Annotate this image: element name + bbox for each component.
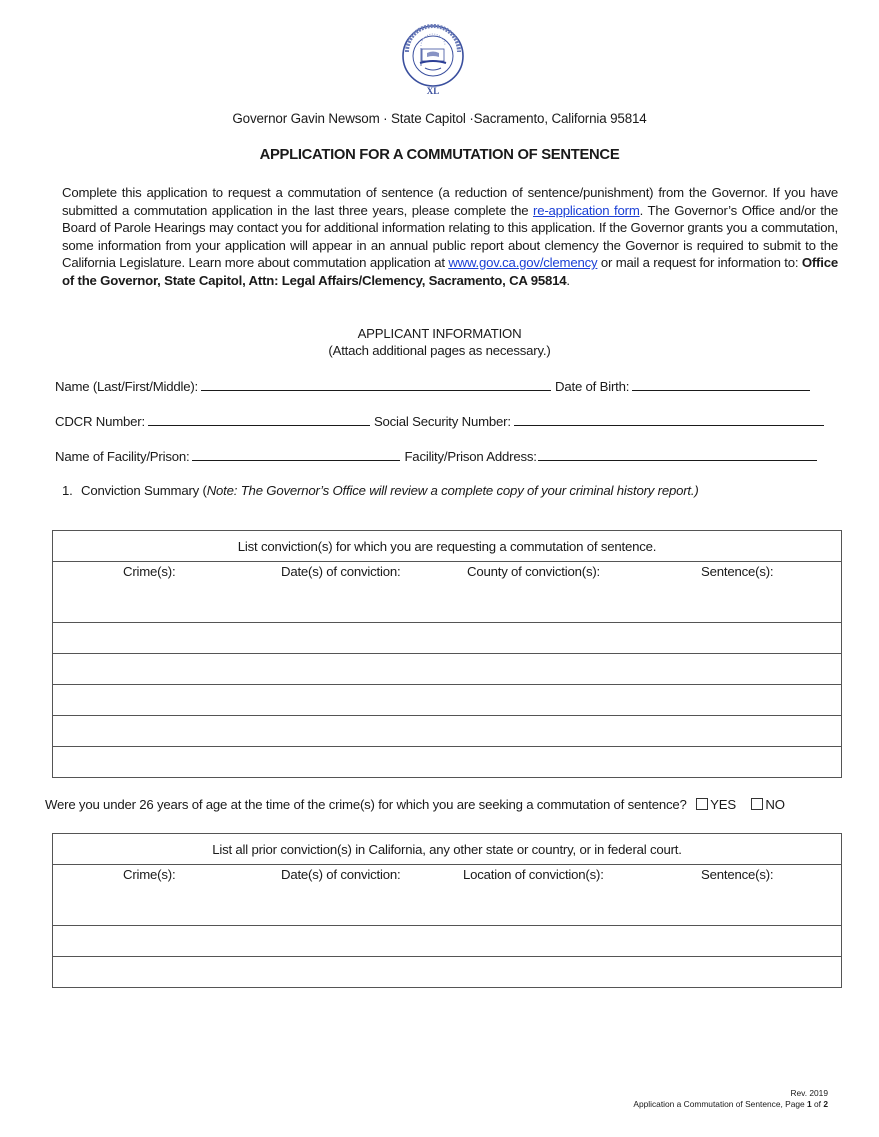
col-sentences: Sentence(s): <box>701 564 774 579</box>
seal-caption: XL <box>426 86 440 96</box>
current-convictions-table <box>52 530 842 778</box>
age-question <box>45 797 785 812</box>
current-table-header-cell[interactable] <box>53 562 842 623</box>
conviction-summary-note: Note: The Governor’s Office will review a complete copy of your criminal history report.) <box>206 483 699 498</box>
clemency-website-link[interactable]: www.gov.ca.gov/clemency <box>448 255 598 270</box>
facility-row <box>55 448 831 464</box>
conviction-summary-heading <box>62 483 699 498</box>
intro-text-2: . The Governor’s Office and/or the Board of Parole Hearings may contact you for additional information relating to this application. If the Governor grants you a commutation, some information from your application will appear in an annual public report about clemency the Governor is required to submit to the California Legislature. Learn more about commutation application at <box>62 202 838 270</box>
current-page: 1 <box>807 1098 812 1109</box>
name-field[interactable] <box>201 378 551 391</box>
intro-text-1: Complete this application to request a commutation of sentence (a reduction of sentence/punishment) from the Governor. If you have submitted a commutation application in the last three years, please complete the <box>62 185 838 218</box>
age-question-text: Were you under 26 years of age at the time of the crime(s) for which you are seeking a commutation of sentence? <box>45 797 687 812</box>
table-row[interactable] <box>53 747 842 778</box>
total-pages: 2 <box>823 1098 828 1109</box>
table-row[interactable] <box>53 957 842 988</box>
section-number: 1. <box>62 483 73 498</box>
no-checkbox[interactable] <box>751 798 763 810</box>
reapplication-form-link[interactable]: re-application form <box>533 202 640 218</box>
table-row[interactable] <box>53 623 842 654</box>
no-label: NO <box>765 797 785 812</box>
mailing-address: Office of the Governor, State Capitol, Attn: Legal Affairs/Clemency, Sacramento, CA 95814 <box>62 255 838 288</box>
ssn-field[interactable] <box>514 413 824 426</box>
page-of: of <box>811 1098 824 1109</box>
col-dates: Date(s) of conviction: <box>281 564 401 579</box>
yes-option[interactable] <box>696 797 736 812</box>
dob-field[interactable] <box>632 378 810 391</box>
prior-convictions-table <box>52 833 842 988</box>
prior-table-header-cell[interactable] <box>53 865 842 926</box>
no-option[interactable] <box>751 797 784 812</box>
applicant-info-subheading: (Attach additional pages as necessary.) <box>328 343 551 358</box>
intro-text-3: or mail a request for information to: <box>597 255 802 270</box>
facility-name-field[interactable] <box>192 448 400 461</box>
col-crimes: Crime(s): <box>123 867 176 882</box>
ssn-label: Social Security Number: <box>373 414 511 429</box>
table-row[interactable] <box>53 654 842 685</box>
col-crimes: Crime(s): <box>123 564 176 579</box>
page-title: APPLICATION FOR A COMMUTATION OF SENTENCE <box>259 147 620 163</box>
governor-seal-icon <box>401 22 465 98</box>
governor-address: Governor Gavin Newsom · State Capitol ·Sacramento, California 95814 <box>232 111 647 126</box>
facility-name-label: Name of Facility/Prison: <box>55 449 190 464</box>
name-dob-row <box>55 378 831 394</box>
col-county: County of conviction(s): <box>467 564 600 579</box>
cdcr-label: CDCR Number: <box>55 414 145 429</box>
table-row[interactable] <box>53 926 842 957</box>
table-row[interactable] <box>53 685 842 716</box>
intro-paragraph <box>62 184 838 289</box>
name-label: Name (Last/First/Middle): <box>55 379 199 394</box>
current-table-caption: List conviction(s) for which you are requesting a commutation of sentence. <box>53 531 842 562</box>
col-dates: Date(s) of conviction: <box>281 867 401 882</box>
table-row[interactable] <box>53 716 842 747</box>
revision-label: Rev. 2019 <box>790 1088 828 1098</box>
applicant-info-heading: APPLICANT INFORMATION <box>357 326 522 341</box>
col-sentences: Sentence(s): <box>701 867 774 882</box>
yes-checkbox[interactable] <box>696 798 708 810</box>
prior-table-caption: List all prior conviction(s) in California, any other state or country, or in federal court. <box>53 834 842 865</box>
cdcr-field[interactable] <box>148 413 370 426</box>
page-footer <box>633 1088 828 1109</box>
facility-address-label: Facility/Prison Address: <box>404 449 537 464</box>
intro-end: . <box>566 272 570 288</box>
page-indicator <box>633 1099 828 1110</box>
col-location: Location of conviction(s): <box>463 867 604 882</box>
page-label: Application a Commutation of Sentence, Page <box>633 1098 808 1109</box>
dob-label: Date of Birth: <box>555 379 630 394</box>
cdcr-ssn-row <box>55 413 831 429</box>
facility-address-field[interactable] <box>538 448 817 461</box>
yes-label: YES <box>710 797 736 812</box>
conviction-summary-label: Conviction Summary ( <box>81 483 207 498</box>
